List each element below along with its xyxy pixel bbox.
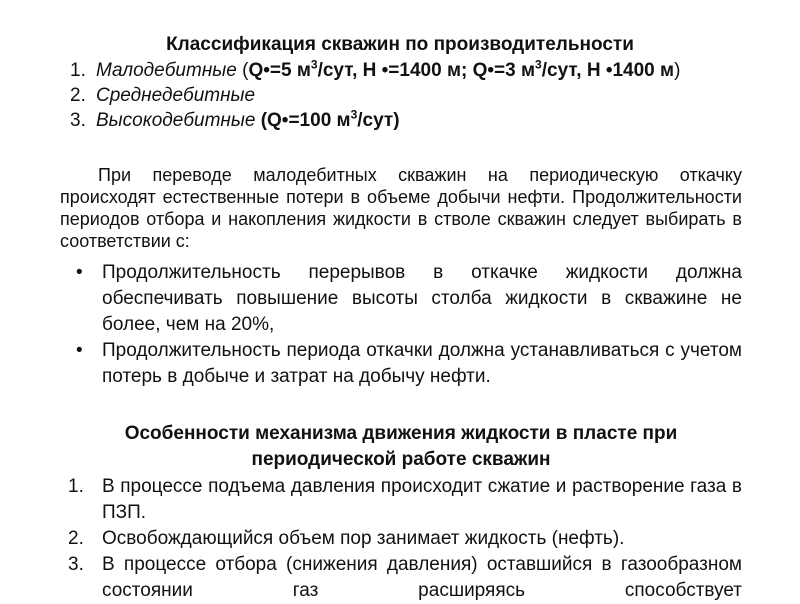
mechanism-item (60, 526, 742, 552)
paren-open: ( (236, 60, 249, 81)
rate-part: Q•=5 м (248, 60, 311, 81)
item-number: 3. (70, 110, 86, 131)
class-name: Малодебитные (96, 60, 237, 81)
mechanism-list (60, 474, 742, 604)
mechanism-text: В процессе подъема давления происходит сжатие и растворение газа в ПЗП. (102, 476, 742, 523)
bullet-text: Продолжительность перерывов в откачке жидкости должна обеспечивать повышение высоты столба жидкости в скважине не более, чем на 20%, (102, 262, 742, 335)
rate-part: Q•=100 м (267, 110, 351, 131)
flow-rate (267, 107, 400, 131)
classification-item (70, 108, 760, 133)
rate-part: /сут) (357, 110, 400, 131)
class-name: Высокодебитные (96, 110, 256, 131)
mechanism-text: Освобождающийся объем пор занимает жидкость (нефть). (102, 528, 625, 549)
item-number: 3. (68, 554, 84, 575)
mechanism-text: В процессе отбора (снижения давления) оставшийся в газообразном состоянии газ расширяясь способствует (102, 554, 742, 601)
item-number: 2. (70, 85, 86, 106)
class-name: Среднедебитные (96, 85, 256, 106)
rate-part: /сут, Н •=1400 м; Q•=3 м (317, 60, 536, 81)
classification-heading: Классификация скважин по производительности (166, 34, 634, 55)
mechanism-heading: Особенности механизма движения жидкости в пласте при периодической работе скважин (124, 423, 678, 470)
item-number: 2. (68, 528, 84, 549)
bullet-icon: • (76, 262, 83, 283)
bullet-item (60, 260, 742, 338)
bullet-text: Продолжительность периода откачки должна устанавливаться с учетом потерь в добыче и затрат на добычу нефти. (102, 340, 742, 387)
classification-list (70, 58, 760, 133)
exponent: 3 (350, 107, 358, 122)
classification-item (70, 58, 760, 83)
bullet-icon: • (76, 340, 83, 361)
classification-item (70, 83, 760, 108)
item-number: 1. (70, 60, 86, 81)
rate-part: /сут, Н •1400 м (541, 60, 675, 81)
intro-paragraph: При переводе малодебитных скважин на периодическую откачку происходят естественные потери в объеме добычи нефти. Продолжительности периодов отбора и накопления жидкости в стволе скважин следует выбирать в соответствии с: (60, 165, 742, 251)
flow-rate (248, 57, 675, 81)
exponent: 3 (535, 57, 542, 72)
conditions-list (60, 260, 742, 390)
exponent: 3 (310, 57, 318, 72)
mechanism-item (60, 474, 742, 526)
item-number: 1. (68, 476, 84, 497)
paren-close: ) (674, 60, 681, 81)
mechanism-item (60, 552, 742, 604)
bullet-item (60, 338, 742, 390)
paren-open: ( (255, 110, 268, 131)
